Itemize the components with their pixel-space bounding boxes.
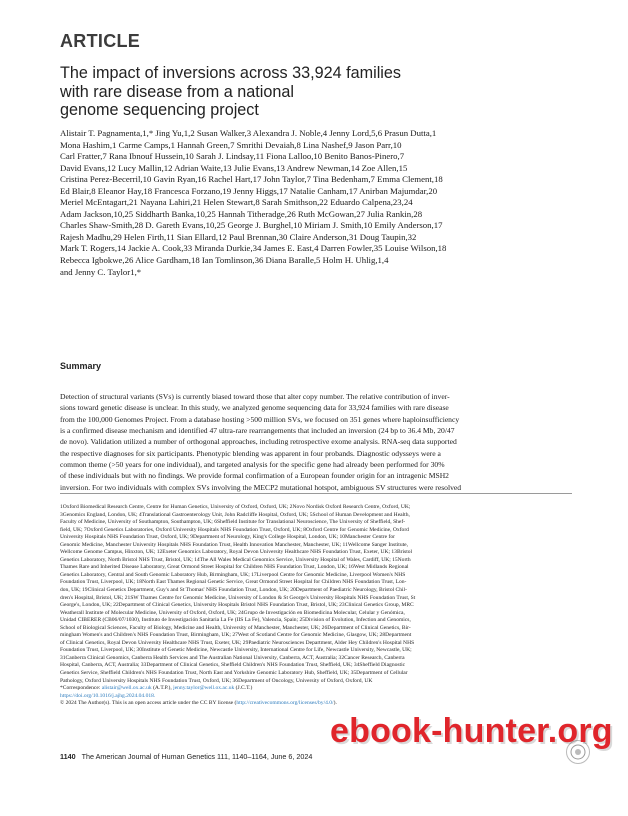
affiliation-line: Wellcome Genome Campus, Hinxton, UK; 12Exeter Genomics Laboratory, Royal Devon University Healthcare NHS Foundation Trust, Exeter, UK; 13Bristol — [60, 549, 413, 556]
affiliation-line: George's, London, UK; 22Department of Clinical Genetics, University Hospitals Bristol NHS Foundation Trust, Bristol, UK; 23Clinical Genetics Group, MRC — [60, 602, 414, 609]
author-line[interactable]: Mona Hashim,1 Carme Camps,1 Hannah Green,7 Smrithi Devaiah,8 Lina Nashef,9 Jason Parr,10 — [60, 139, 402, 150]
license-text: © 2024 The Author(s). This is an open access article under the CC BY license ( — [60, 700, 237, 707]
affiliation-line: of Clinical Genetics, Royal Devon University Healthcare NHS Trust, Exeter, UK; 29Paediatric Neurosciences Department, Alder Hey Children's Hospital NHS — [60, 639, 415, 646]
abstract-line: of these individuals but with no findings. We provide formal confirmation of a European founder origin for an intragenic MSH2 — [60, 471, 449, 481]
correspondence-label: *Correspondence: — [60, 685, 102, 692]
footer-journal: The American Journal of Human Genetics 111, 1140–1164, June 6, 2024 — [81, 752, 313, 761]
title-line: with rare disease from a national — [60, 82, 294, 101]
page-footer — [60, 752, 312, 761]
affiliations — [60, 504, 572, 708]
affiliation-line: Unidad CIBERER (CB06/07/1030), Instituto de Investigación Sanitaria La Fe (IIS La Fe), Valencia, Spain; 25Division of Evolution, Infection and Genomics, — [60, 617, 411, 624]
author-line[interactable]: and Jenny C. Taylor1,* — [60, 266, 142, 277]
abstract-line: is a confirmed disease mechanism and identified 47 ultra-rare rearrangements that included an inversion (24 bp to 36.4 Mb, 20/47 — [60, 426, 455, 436]
abstract-line: Detection of structural variants (SVs) is currently biased toward those that alter copy number. The relative contribution of inver- — [60, 392, 450, 401]
correspondence-email-link[interactable]: alistair@well.ox.ac.uk — [101, 685, 152, 692]
section-divider — [60, 493, 572, 494]
affiliation-line: Foundation Trust, Liverpool, UK; 30Institute of Genetic Medicine, Newcastle University, International Centre for Life, Newcastle University, Newcastle, UK; — [60, 647, 412, 654]
affiliation-line: 1Oxford Biomedical Research Centre, Centre for Human Genetics, University of Oxford, Oxford, UK; 2Novo Nordisk Oxford Research Centre, Oxford, UK; — [60, 504, 411, 510]
affiliation-line: Hospital, Canberra, ACT, Australia; 33Department of Clinical Genetics, Sheffield Children's NHS Foundation Trust, Sheffield, UK; 34Sheffield Diagnostic — [60, 662, 406, 669]
affiliation-line: Pathology, Oxford University Hospitals NHS Foundation Trust, Oxford, UK; 36Department of Oncology, University of Oxford, Oxford, UK — [60, 677, 373, 684]
abstract-line: de novo). Validation utilized a number of orthogonal approaches, including retrospective exome analysis. RNA-seq data supported — [60, 437, 457, 447]
correspondence-initials: (A.T.P.), — [151, 685, 174, 692]
affiliation-line: mingham Women's and Children's NHS Foundation Trust, Birmingham, UK; 27West of Scotland Centre for Genomic Medicine, Glasgow, UK; 28Department — [60, 632, 412, 639]
author-line[interactable]: Rebecca Igbokwe,26 Alice Gardham,18 Ian Tomlinson,36 Diana Baralle,5 Holm H. Uhlig,1,4 — [60, 255, 389, 266]
author-list — [60, 128, 572, 278]
affiliation-line: Foundation Trust, Liverpool, UK; 18North East Thames Regional Genetic Service, Great Ormond Street Hospital for Children NHS Foundation Trust, Lon- — [60, 579, 407, 586]
affiliation-line: don, UK; 19Clinical Genetics Department, Guy's and St Thomas' NHS Foundation Trust, London, UK; 20Department of Paediatric Neurology, Bristol Chil- — [60, 587, 407, 594]
correspondence-initials: (J.C.T.) — [234, 685, 253, 692]
affiliation-line: dren's Hospital, Bristol, UK; 21SW Thames Centre for Genomic Medicine, University of London & St George's University Hospitals NHS Foundation Trust, St — [60, 594, 416, 601]
affiliation-line: 3Genomics England, London, UK; 4Translational Gastroenterology Unit, John Radcliffe Hospital, Oxford, UK; 5School of Human Development and Health, — [60, 511, 410, 518]
author-line[interactable]: Ed Blair,8 Eleanor Hay,18 Francesca Forzano,19 Jenny Higgs,17 Natalie Canham,17 Anirban Majumdar,20 — [60, 185, 438, 196]
author-line[interactable]: Cristina Perez-Becerril,10 Gavin Ryan,16 Rachel Hart,17 John Taylor,7 Tina Bedenham,7 Emma Clement,18 — [60, 174, 443, 185]
affiliation-line: Thames Rare and Inherited Disease Laboratory, Great Ormond Street Hospital for Children NHS Foundation Trust, London, UK; 16West Midlands Regional — [60, 564, 409, 571]
author-line[interactable]: Carl Fratter,7 Rana Ibnouf Hussein,10 Sarah J. Lindsay,11 Fiona Lalloo,10 Benito Banos-Pinero,7 — [60, 151, 405, 162]
affiliation-line: University Hospitals NHS Foundation Trust, Oxford, UK; 9Department of Neurology, King's College Hospital, London, UK; 10Manchester Centre for — [60, 534, 395, 541]
affiliation-line: Genomic Medicine, Manchester University Hospitals NHS Foundation Trust, Health Innovation Manchester, Manchester, UK; 11Wellcome Sanger Institute, — [60, 541, 408, 548]
watermark-text: ebook-hunter.org — [330, 712, 613, 750]
affiliation-line: Genetics Service, Sheffield Children's NHS Foundation Trust, North East and Yorkshire Genomic Laboratory Hub, Sheffield, UK; 35Department of Cellular — [60, 670, 408, 677]
affiliation-line: Genetics Laboratory, Central and South Genomic Laboratory Hub, Birmingham, UK; 17Liverpool Centre for Genomic Medicine, Liverpool Women's NHS — [60, 571, 406, 578]
abstract-line: from the 100,000 Genomes Project. From a database hosting >500 million SVs, we focused on 351 genes where haploinsufficiency — [60, 414, 460, 424]
abstract-line: the respective diagnoses for six participants. Phenotypic blending was apparent in four probands. Diagnostic odysseys were a — [60, 448, 441, 458]
affiliation-line: field, UK; 7Oxford Genetics Laboratories, Oxford University Hospitals NHS Foundation Trust, Oxford, UK; 8Oxford Centre for Genomic Medicine, Oxford — [60, 526, 409, 533]
abstract-line: inversion. For two individuals with complex SVs involving the MECP2 mutational hotspot, ambiguous SV structures were resolved — [60, 482, 462, 492]
affiliation-line: Faculty of Medicine, University of Southampton, Southampton, UK; 6Sheffield Institute for Translational Neuroscience, The University of Sheffield, Shef- — [60, 519, 406, 526]
correspondence-email-link[interactable]: jenny.taylor@well.ox.ac.uk — [173, 685, 235, 692]
author-line[interactable]: Adam Jackson,10,25 Siddharth Banka,10,25 Hannah Titheradge,26 Ruth McGowan,27 Julia Rankin,28 — [60, 208, 423, 219]
affiliation-line: School of Biological Sciences, Faculty of Biology, Medicine and Health, University of Manchester, Manchester, UK; 26Department of Clinical Genetics, Bir- — [60, 624, 411, 631]
author-line[interactable]: Mark T. Rogers,14 Jackie A. Cook,33 Miranda Durkie,34 James E. East,4 Darren Fowler,35 Louise Wilson,18 — [60, 243, 447, 254]
author-line[interactable]: Charles Shaw-Smith,28 D. Gareth Evans,10,25 George J. Burghel,10 Miriam J. Smith,10 Emily Anderson,17 — [60, 220, 443, 231]
affiliation-line: 31Canberra Clinical Genomics, Canberra Health Services and The Australian National University, Canberra, ACT, Australia; 32Cancer Research, Canberra — [60, 654, 405, 661]
article-title — [60, 64, 490, 120]
abstract-line: sions toward genetic disease is unclear. In this study, we analyzed genome sequencing data for 33,924 families with rare disease — [60, 403, 449, 413]
doi-link[interactable]: https://doi.org/10.1016/j.ajhg.2024.04.018. — [60, 692, 156, 699]
author-line[interactable]: Meriel McEntagart,21 Nayana Lahiri,21 Helen Stewart,8 Sarah Smithson,22 Eduardo Calpena,23,24 — [60, 197, 413, 208]
license-text-end: ). — [333, 700, 337, 707]
affiliation-line: Genetics Laboratory, North Bristol NHS Trust, Bristol, UK; 14The All Wales Medical Genomics Service, University Hospital of Wales, Cardiff, UK; 15North — [60, 556, 411, 563]
author-line[interactable]: David Evans,12 Lucy Mallin,12 Adrian Waite,13 Julie Evans,13 Andrew Newman,14 Zoe Allen,15 — [60, 162, 408, 173]
license-line — [60, 700, 572, 708]
abstract-text — [60, 391, 572, 493]
correspondence-line — [60, 685, 572, 693]
author-line[interactable]: Rajesh Madhu,29 Helen Firth,11 Sian Ellard,12 Paul Brennan,30 Claire Anderson,31 Doug Taupin,32 — [60, 231, 417, 242]
license-link[interactable]: http://creativecommons.org/licenses/by/4.0/ — [236, 700, 334, 707]
title-line: genome sequencing project — [60, 101, 259, 120]
abstract-line: common theme (>50 years for one individual), and targeted analysis for the specific gene had already been performed for 30% — [60, 460, 445, 470]
affiliation-line: Weatherall Institute of Molecular Medicine, University of Oxford, Oxford, UK; 24Grupo de Investigación en Biomedicina Molecular, Celular y Genómica, — [60, 609, 405, 616]
title-line: The impact of inversions across 33,924 families — [60, 64, 401, 82]
author-line[interactable]: Alistair T. Pagnamenta,1,* Jing Yu,1,2 Susan Walker,3 Alexandra J. Noble,4 Jenny Lord,5,6 Prasun Dutta,1 — [60, 128, 437, 138]
article-type-label: ARTICLE — [60, 31, 141, 51]
page-number: 1140 — [60, 752, 76, 761]
summary-heading: Summary — [60, 361, 102, 371]
